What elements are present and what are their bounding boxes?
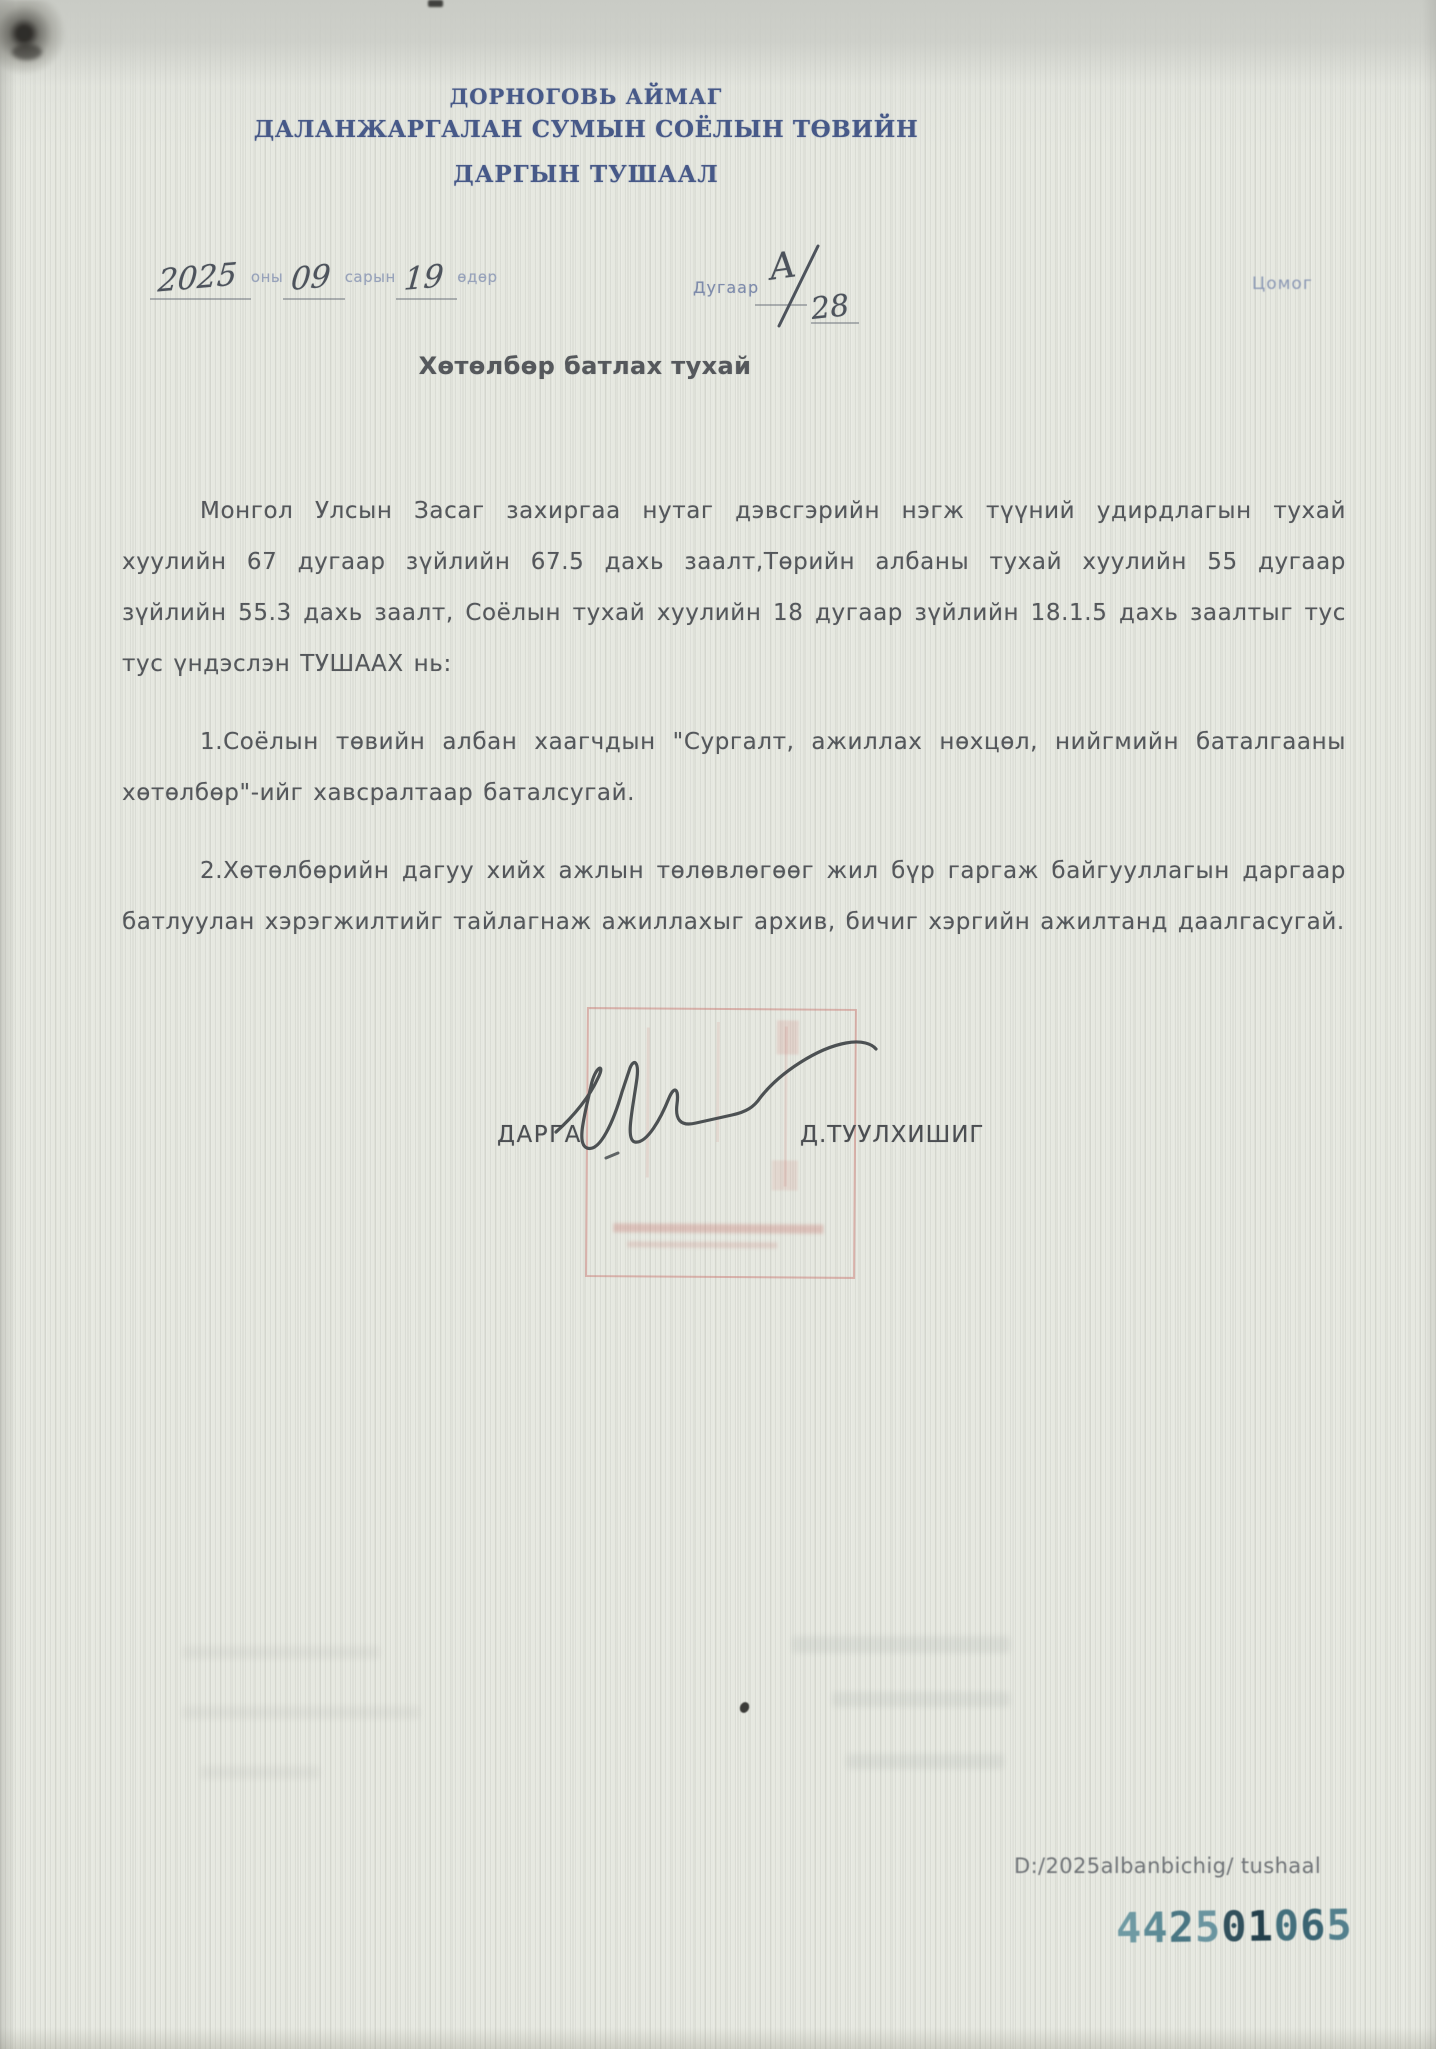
signature-role-label: ДАРГА xyxy=(497,1122,582,1148)
paragraph-item-1: 1.Соёлын төвийн албан хаагчдын "Сургалт, ажиллах нөхцөл, нийгмийн баталгааны хөтөлбөр"-ийг хавсралтаар баталсугай. xyxy=(122,729,1346,806)
handwritten-month: 09 xyxy=(289,258,333,298)
handwritten-year: 2025 xyxy=(156,256,239,300)
date-year-underline xyxy=(150,256,251,300)
bleedthrough-text-2 xyxy=(832,1692,1010,1707)
bleedthrough-text-6 xyxy=(200,1766,320,1779)
date-day-underline xyxy=(396,260,457,300)
document-header xyxy=(86,84,1086,188)
place-name: Цомог xyxy=(1252,274,1313,294)
ink-dot xyxy=(738,1701,751,1715)
month-label: сарын xyxy=(344,268,396,286)
header-province: ДОРНОГОВЬ АЙМАГ xyxy=(449,84,723,109)
scan-smudge-top-left xyxy=(0,0,74,76)
number-label: Дугаар xyxy=(693,278,760,297)
document-title: Хөтөлбөр батлах тухай xyxy=(418,352,752,380)
year-label: оны xyxy=(250,268,284,286)
document-body xyxy=(122,486,1346,975)
bleedthrough-text-4 xyxy=(182,1646,380,1659)
date-month-underline xyxy=(283,260,344,300)
handwritten-number-letter: А xyxy=(766,244,799,289)
scan-mark-top xyxy=(428,0,443,7)
header-order-type: ДАРГЫН ТУШААЛ xyxy=(453,161,719,188)
signature-name: Д.ТУУЛХИШИГ xyxy=(800,1122,985,1148)
paragraph-item-2: 2.Хөтөлбөрийн дагуу хийх ажлын төлөвлөгөөг жил бүр гаргаж байгууллагын даргаар батлуулан хэрэгжилтийг тайлагнаж ажиллахыг архив, бичиг хэргийн ажилтанд даалгасугай. xyxy=(122,858,1346,935)
order-number-group xyxy=(693,246,913,356)
bleedthrough-text-1 xyxy=(792,1636,1010,1653)
serial-number: 442501065 xyxy=(1115,1900,1354,1953)
bleedthrough-text-5 xyxy=(182,1706,420,1719)
handwritten-signature xyxy=(548,1034,888,1184)
number-underline xyxy=(755,304,807,306)
paragraph-preamble: Монгол Улсын Засаг захиргаа нутаг дэвсгэрийн нэгж түүний удирдлагын тухай хуулийн 67 дугаар зүйлийн 67.5 дахь заалт,Төрийн албаны тухай хуулийн 55 дугаар зүйлийн 55.3 дахь заалт, Соёлын тухай хуулийн 18 дугаар зүйлийн 18.1.5 дахь заалтыг тус тус үндэслэн ТУШААХ нь: xyxy=(122,498,1346,677)
meta-row xyxy=(0,246,1436,356)
date-line xyxy=(150,256,498,300)
scan-smudge-small xyxy=(12,44,42,60)
handwritten-day: 19 xyxy=(402,258,445,298)
day-label: өдөр xyxy=(457,268,498,286)
handwritten-number-value: 28 xyxy=(809,288,851,327)
file-path-text: D:/2025albanbichig/ tushaal xyxy=(1014,1854,1322,1878)
header-organization: ДАЛАНЖАРГАЛАН СУМЫН СОЁЛЫН ТӨВИЙН xyxy=(253,116,919,143)
bleedthrough-text-3 xyxy=(846,1754,1004,1769)
number-underline-2 xyxy=(811,322,859,324)
